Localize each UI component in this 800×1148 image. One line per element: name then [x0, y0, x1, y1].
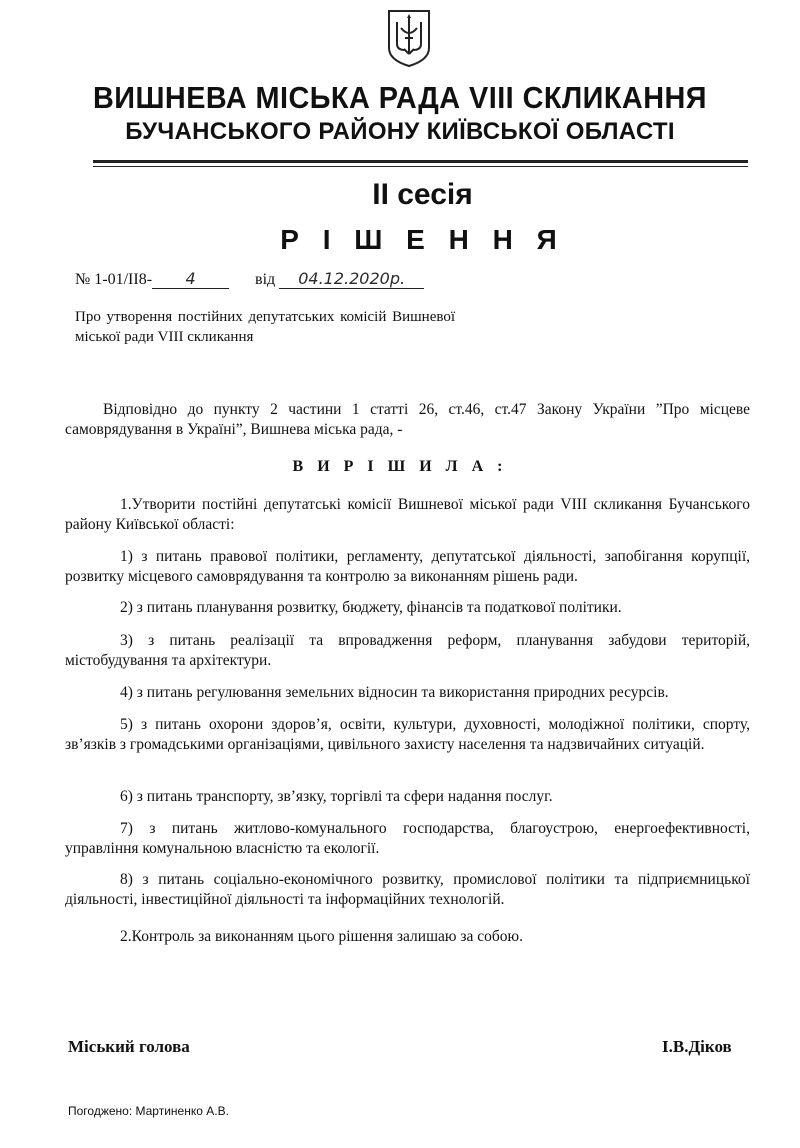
- coat-of-arms-icon: [385, 8, 433, 68]
- date-label: від: [255, 271, 276, 288]
- commission-item: 7) з питань житлово-комунального господарства, благоустрою, енергоефективності, управління комунальною власністю та екології.: [65, 820, 750, 857]
- signature-name: І.В.Діков: [662, 1037, 732, 1056]
- commission-item: 8) з питань соціально-економічного розвитку, промислової політики та підприємницької діяльності, інвестиційної діяльності та інформаційних технологій.: [65, 871, 750, 908]
- preamble: Відповідно до пункту 2 частини 1 статті 26, ст.46, ст.47 Закону України ”Про місцеве самоврядування в Україні”, Вишнева міська рада, -: [65, 401, 750, 438]
- handwritten-date: 04.12.2020р.: [279, 270, 424, 289]
- point-2: 2.Контроль за виконанням цього рішення залишаю за собою.: [120, 928, 523, 945]
- district-heading: БУЧАНСЬКОГО РАЙОНУ КИЇВСЬКОЇ ОБЛАСТІ: [125, 118, 675, 145]
- point-1-intro: 1.Утворити постійні депутатські комісії Вишневої міської ради VIII скликання Бучанського району Київської області:: [65, 496, 750, 533]
- header-divider-thin: [93, 166, 748, 167]
- commission-item: 1) з питань правової політики, регламенту, депутатської діяльності, запобігання корупції, розвитку місцевого самоврядування та контролю за виконанням рішень ради.: [65, 548, 750, 585]
- commission-item: 2) з питань планування розвитку, бюджету, фінансів та податкової політики.: [120, 599, 622, 616]
- decision-subject: Про утворення постійних депутатських комісій Вишневої міської ради VIII скликання: [75, 309, 455, 345]
- signature-title: Міський голова: [68, 1037, 190, 1056]
- session-title: ІІ сесія: [372, 178, 473, 211]
- council-name-heading: ВИШНЕВА МІСЬКА РАДА VIII СКЛИКАННЯ: [93, 80, 707, 115]
- handwritten-number: 4: [152, 270, 229, 289]
- agreed-note: Погоджено: Мартиненко А.В.: [68, 1104, 229, 1118]
- number-prefix: № 1-01/ІІ8-: [75, 271, 153, 288]
- commission-item: 6) з питань транспорту, зв’язку, торгівлі та сфери надання послуг.: [120, 788, 553, 805]
- document-type-title: Р І Ш Е Н Н Я: [280, 224, 565, 255]
- header-divider-thick: [93, 160, 748, 163]
- commission-item: 4) з питань регулювання земельних відносин та використання природних ресурсів.: [120, 684, 669, 701]
- resolved-heading: В И Р І Ш И Л А :: [292, 458, 508, 475]
- commission-item: 3) з питань реалізації та впровадження реформ, планування забудови територій, містобудування та архітектури.: [65, 632, 750, 669]
- commission-item: 5) з питань охорони здоров’я, освіти, культури, духовності, молодіжної політики, спорту, зв’язків з громадськими організаціями, цивільного захисту населення та надзвичайних ситуацій.: [65, 716, 750, 753]
- decision-number-line: [75, 270, 424, 289]
